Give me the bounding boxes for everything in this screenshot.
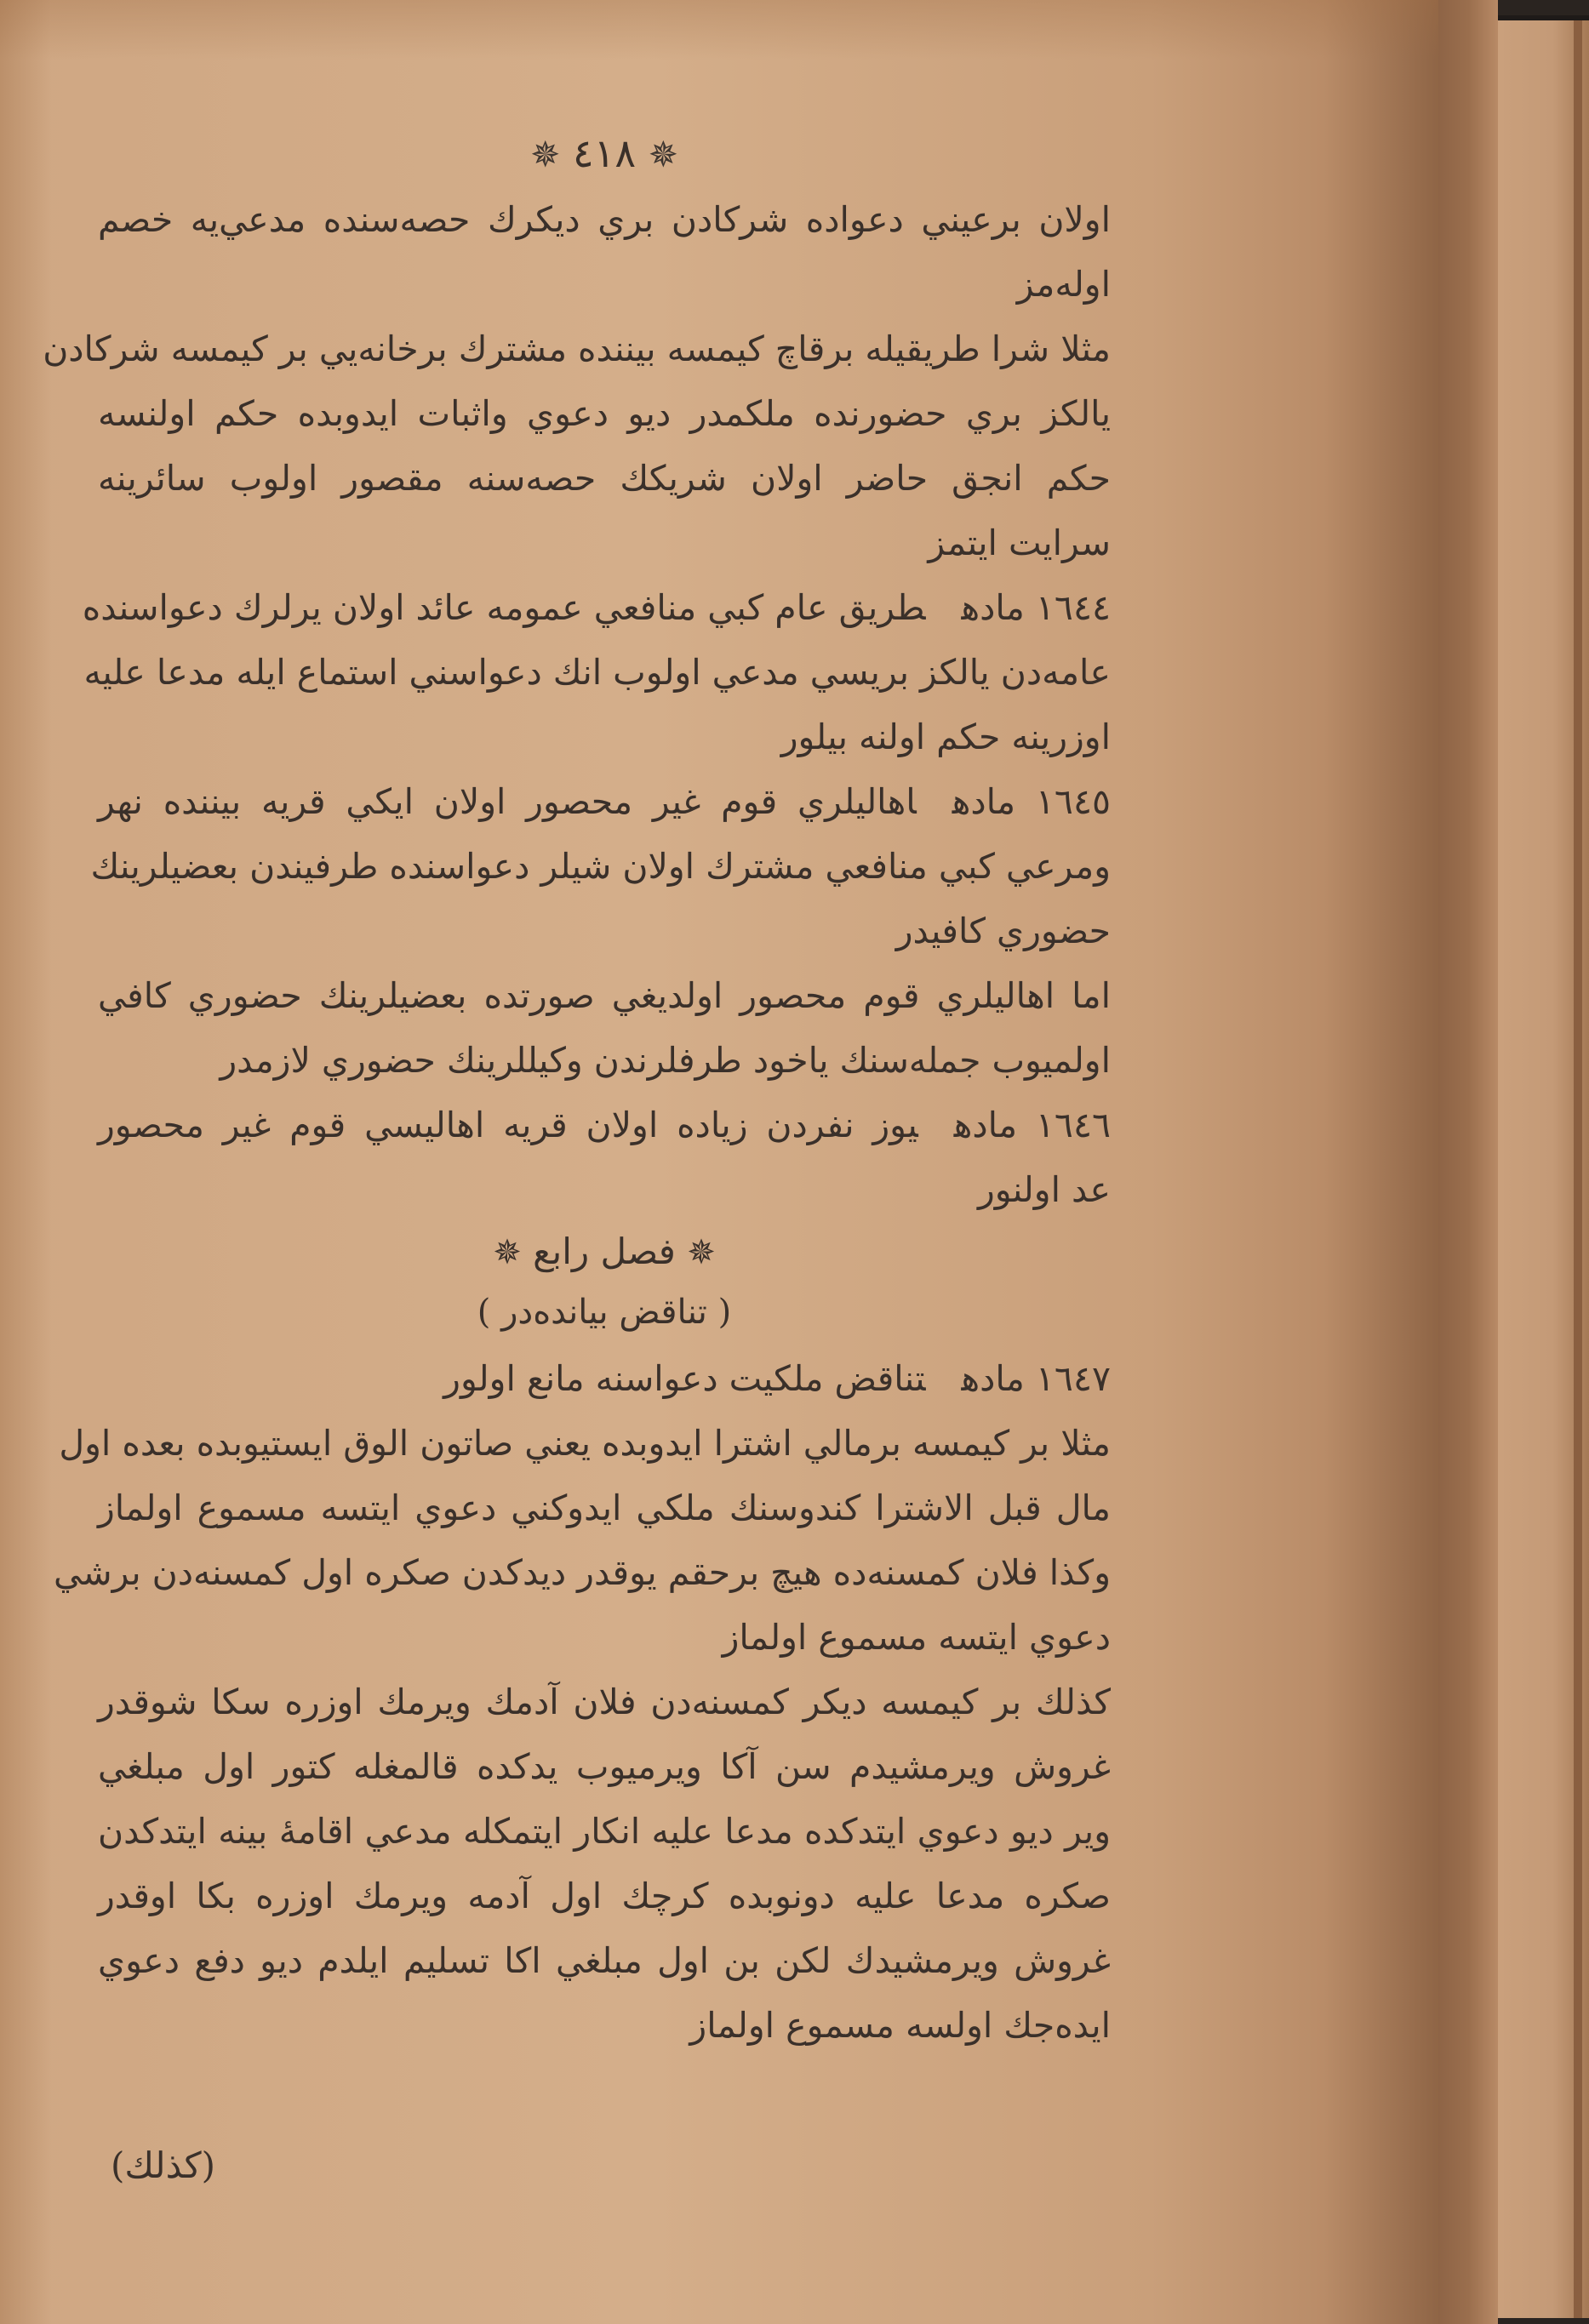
page-number-value: ٤١٨	[572, 130, 637, 176]
text-line	[98, 1157, 1111, 1222]
text-line	[90, 834, 1111, 899]
text-line	[98, 187, 1111, 252]
line-text: يالكز بري حضورنده ملكمدر ديو دعوي واثبات ايدوبده حكم اولنسه	[98, 393, 1111, 434]
adjacent-page-edge	[1498, 15, 1589, 2318]
line-text: اوله‌مز	[1016, 264, 1111, 305]
line-text: اما اهاليلري قوم محصور اولديغي صورتده بعضيلرينك حضوري كافي	[98, 975, 1111, 1016]
article-number: ١٦٤٤ ماده	[961, 587, 1111, 628]
article-number: ١٦٤٦ ماده	[953, 1105, 1111, 1145]
text-line	[98, 1799, 1111, 1864]
text-line	[98, 1028, 1111, 1093]
line-text: كذلك بر كيمسه ديكر كمسنه‌دن فلان آدمك ويرمك اوزره سكا شوقدر	[98, 1682, 1111, 1722]
star-ornament-icon: ✵	[687, 1233, 716, 1272]
line-text: عد اولنور	[977, 1169, 1111, 1210]
line-text: اوزرينه حكم اولنه بيلور	[780, 717, 1111, 757]
text-line	[98, 1670, 1111, 1734]
article-number: ١٦٤٧ ماده	[961, 1358, 1111, 1399]
line-text: غروش ويرمشيدم سن آكا ويرميوب يدكده قالمغله كتور اول مبلغي	[98, 1746, 1111, 1787]
line-text: حضوري كافيدر	[895, 911, 1111, 951]
article-line	[98, 769, 1111, 834]
page-number	[98, 128, 1111, 187]
text-line	[98, 1993, 1111, 2058]
text-line	[98, 705, 1111, 769]
line-text: مثلا شرا طريقيله برقاچ كيمسه بيننده مشترك برخانه‌يي بر كيمسه شركادن	[43, 328, 1111, 369]
line-text: وير ديو دعوي ايتدكده مدعا عليه انكار ايتمكله مدعي اقامهٔ بينه ايتدكدن	[98, 1811, 1111, 1852]
line-text: دعوي ايتسه مسموع اولماز	[722, 1617, 1111, 1658]
text-line	[98, 1605, 1111, 1670]
article-number: ١٦٤٥ ماده	[952, 781, 1111, 822]
book-gutter	[1438, 0, 1498, 2324]
star-ornament-icon: ✵	[530, 134, 561, 175]
line-text: صكره مدعا عليه دونوبده كرچك اول آدمه ويرمك اوزره بكا اوقدر	[98, 1876, 1111, 1916]
line-text: سرايت ايتمز	[928, 522, 1111, 563]
line-text: تناقض ملكيت دعواسنه مانع اولور	[443, 1358, 926, 1399]
star-ornament-icon: ✵	[648, 134, 678, 175]
text-line	[98, 252, 1111, 317]
text-line	[98, 963, 1111, 1028]
line-text: مثلا بر كيمسه برمالي اشترا ايدوبده يعني صاتون الوق ايستيوبده بعده اول	[59, 1423, 1111, 1464]
text-line	[98, 381, 1111, 446]
section-title: فصل رابع	[533, 1231, 676, 1272]
section-subtitle: ( تناقض بيانده‌در )	[477, 1293, 732, 1332]
line-text: ايده‌جك اولسه مسموع اولماز	[689, 2005, 1111, 2046]
line-text: ومرعي كبي منافعي مشترك اولان شيلر دعواسنده طرفيندن بعضيلرينك	[90, 846, 1111, 887]
article-line	[82, 575, 1111, 640]
line-text: طريق عام كبي منافعي عمومه عائد اولان يرلرك دعواسنده	[82, 587, 926, 628]
text-line	[98, 1928, 1111, 1993]
article-line	[98, 1093, 1111, 1157]
line-text: مال قبل الاشترا كندوسنك ملكي ايدوكني دعوي ايتسه مسموع اولماز	[98, 1487, 1111, 1528]
section-heading	[98, 1222, 1111, 1282]
paragraph-group-1	[43, 187, 1111, 1222]
text-line	[59, 1411, 1111, 1476]
text-line	[83, 640, 1111, 705]
text-line	[98, 1864, 1111, 1928]
line-text: غروش ويرمشيدك لكن بن اول مبلغي اكا تسليم ايلدم ديو دفع دعوي	[98, 1940, 1111, 1981]
paragraph-group-2	[54, 1346, 1111, 2058]
text-line	[98, 1734, 1111, 1799]
text-line	[54, 1540, 1111, 1605]
line-text: اولميوب جمله‌سنك ياخود طرفلرندن وكيللرينك حضوري لازمدر	[220, 1040, 1111, 1081]
line-text: اهاليلري قوم غير محصور اولان ايكي قريه بيننده نهر	[98, 781, 917, 822]
text-line	[98, 899, 1111, 963]
article-line	[98, 1346, 1111, 1411]
star-ornament-icon: ✵	[493, 1233, 522, 1272]
line-text: يوز نفردن زياده اولان قريه اهاليسي قوم غير محصور	[98, 1105, 918, 1145]
line-text: حكم انجق حاضر اولان شريكك حصه‌سنه مقصور اولوب سائرينه	[98, 458, 1111, 499]
line-text: عامه‌دن يالكز بريسي مدعي اولوب انك دعواسني استماع ايله مدعا عليه	[83, 652, 1111, 693]
text-line	[43, 317, 1111, 381]
catchword: (كذلك)	[111, 2144, 216, 2186]
text-block	[43, 128, 1111, 2058]
line-text: وكذا فلان كمسنه‌ده هيچ برحقم يوقدر ديدكدن صكره اول كمسنه‌دن برشي	[54, 1552, 1111, 1593]
text-line	[98, 511, 1111, 575]
text-line	[98, 1476, 1111, 1540]
text-line	[98, 446, 1111, 511]
line-text: اولان برعيني دعواده شركادن بري ديكرك حصه‌سنده مدعي‌يه خصم	[98, 199, 1111, 240]
